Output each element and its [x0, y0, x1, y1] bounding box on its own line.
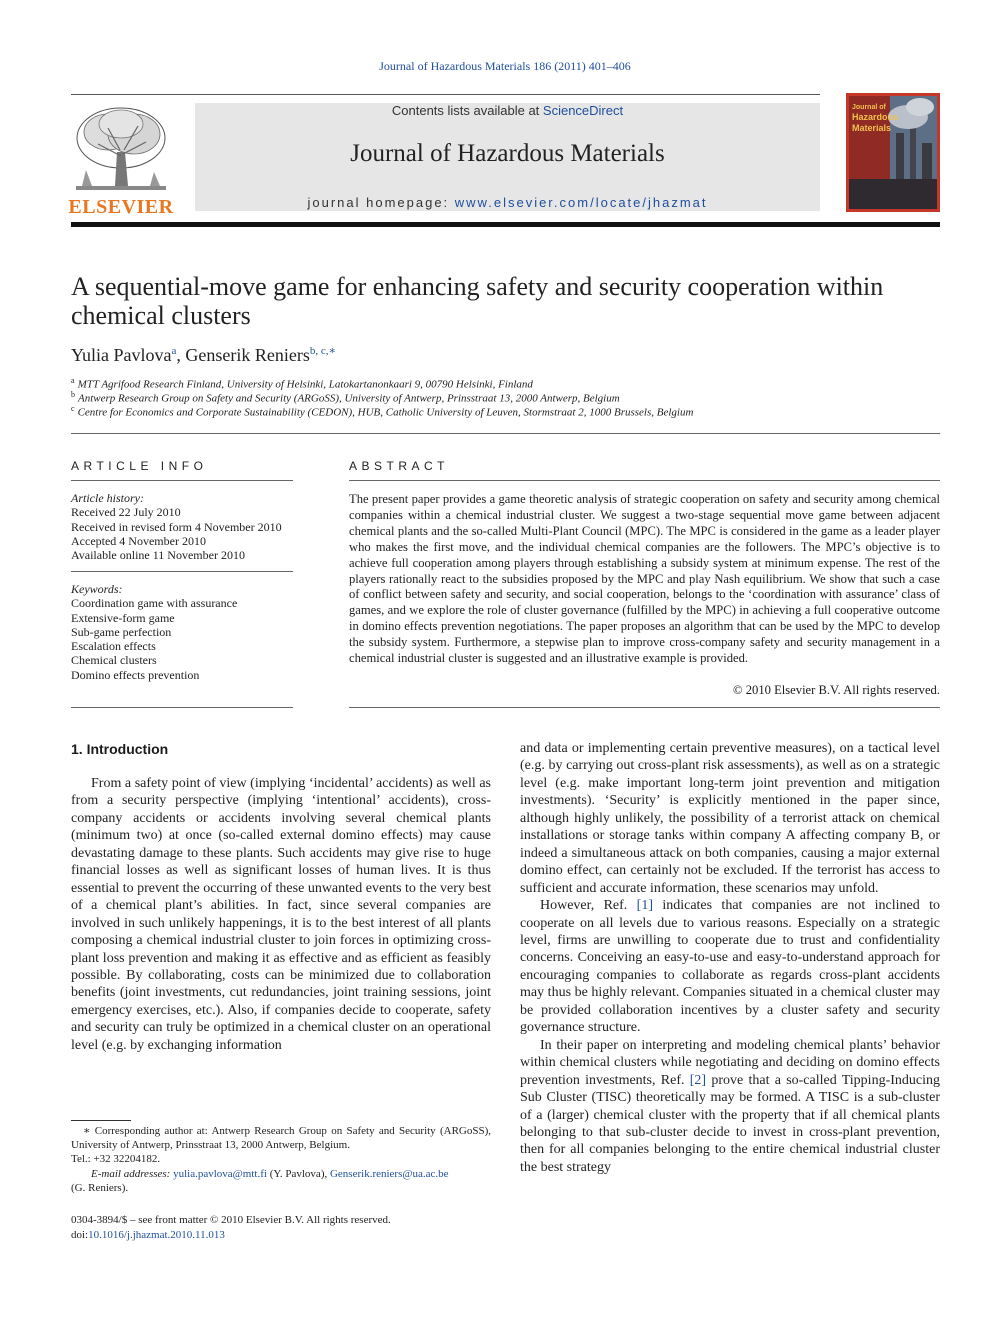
- article-title: A sequential-move game for enhancing safety and security cooperation within chemical clusters: [71, 272, 884, 330]
- keyword-item: Escalation effects: [71, 639, 156, 654]
- author-name[interactable]: Yulia Pavlova: [71, 345, 172, 365]
- author-list: Yulia Pavlova$^a$, Genserik Reniers$^{b, c,∗}$: [71, 345, 336, 365]
- affiliation-marker: b: [71, 390, 75, 399]
- affiliation-b: [71, 390, 620, 405]
- article-history: [71, 491, 301, 562]
- reference-link[interactable]: [1]: [636, 898, 653, 914]
- keyword-item: Chemical clusters: [71, 653, 157, 668]
- footnote-rule: [71, 1120, 131, 1121]
- affiliation-text: MTT Agrifood Research Finland, University of Helsinki, Latokartanonkaari 9, 00790 Helsinki, Finland: [77, 378, 533, 391]
- body-paragraph: and data or implementing certain preventive measures), on a tactical level (e.g. by carrying out cross-plant risk assessments), as well as on a strategic level (e.g. make important long-term joint prevention and mitigation investments). ‘Security’ is explicitly mentioned in the paper since, although highly unlikely, the possibility of a terrorist attack on chemical installations or storage tanks within company A affecting company B, or indeed a simultaneous attack on both companies, causing a major external domino effect, can certainly not be excluded. If the terrorist has access to sufficient and accurate information, these scenarios may unfold.: [520, 741, 940, 896]
- keywords-label: Keywords:: [71, 582, 123, 596]
- contents-line: [195, 103, 820, 118]
- body-paragraph: [520, 1037, 940, 1177]
- header-top-rule: [71, 94, 820, 95]
- body-paragraph: From a safety point of view (implying ‘incidental’ accidents) as well as from a security perspective (implying ‘intentional’ accidents), cross-company accidents or accidents involving several chemical plants (minimum two) at once (so-called external domino effects) may cause devastating damage to these plants. Such accidents may give rise to huge financial losses as well as significant losses of human lives. It is thus essential to prevent the occurring of these unwanted events to the very best of a chemical plant’s abilities. In fact, since several companies are involved in such unlikely happenings, it is to the best interest of all plants composing a chemical industrial cluster to join forces in optimizing cross-plant loss prevention and making it as effective and as efficient as feasibly possible. By collaborating, costs can be minimized due to collaboration benefits (joint investments, cut redundancies, joint training sessions, joint emergency exercises, etc.). Also, if companies decide to cooperate, safety and security can truly be optimized in a chemical cluster on an operational level (e.g. by exchanging information: [71, 776, 491, 1053]
- divider: [71, 571, 293, 572]
- svg-text:Hazardous: Hazardous: [852, 112, 899, 122]
- svg-text:Journal of: Journal of: [852, 104, 886, 111]
- homepage-link[interactable]: www.elsevier.com/locate/jhazmat: [454, 195, 708, 210]
- issn-block: [71, 1213, 391, 1243]
- paragraph-text: indicates that companies are not inclined to cooperate on all levels due to various reasons. Especially on a strategic level, firms are unwilling to cooperate due to trust and confidentiality concerns. Conceiving an easy-to-use and easy-to-understand approach for encouraging companies to collaborate as regards cross-plant accidents may thus be highly relevant. Companies situated in a chemical cluster may be provided collaboration incentives by a cluster safety and security governance structure.: [520, 898, 940, 1036]
- reference-link[interactable]: [2]: [689, 1072, 707, 1088]
- keyword-item: Extensive-form game: [71, 610, 175, 625]
- issn-line: 0304-3894/$ – see front matter © 2010 Elsevier B.V. All rights reserved.: [71, 1214, 391, 1226]
- affiliation-marker: c: [71, 404, 75, 413]
- doi-label: doi:: [71, 1228, 89, 1241]
- keyword-item: Sub-game perfection: [71, 624, 172, 639]
- paragraph-text: However, Ref.: [540, 898, 637, 914]
- doi-line: [71, 1228, 391, 1243]
- journal-homepage-line: [195, 195, 820, 210]
- abstract-copyright: © 2010 Elsevier B.V. All rights reserved.: [733, 683, 940, 697]
- affiliation-a: [71, 376, 533, 391]
- body-right-column: [520, 740, 940, 1176]
- author-name[interactable]: Genserik Reniers: [185, 345, 310, 365]
- abstract-heading: ABSTRACT: [349, 459, 450, 473]
- history-item: Received in revised form 4 November 2010: [71, 519, 282, 534]
- keywords-block: [71, 582, 301, 682]
- corresponding-author-note: ∗ Corresponding author at: Antwerp Research Group on Safety and Security (ARGoSS), University of Antwerp, Prinsstraat 13, 2000 Antwerp, Belgium.: [71, 1125, 491, 1152]
- divider: [71, 707, 293, 708]
- contents-prefix: Contents lists available at: [391, 103, 543, 118]
- keyword-item: Coordination game with assurance: [71, 596, 238, 611]
- affiliation-marker: a: [71, 376, 75, 385]
- body-paragraph: [520, 897, 940, 1037]
- homepage-prefix: journal homepage:: [307, 195, 455, 210]
- author-affiliation-marker[interactable]: b, c,∗: [309, 345, 336, 357]
- paragraph-text: prove that a so-called Tipping-Inducing Sub Cluster (TISC) theoretically may be formed. A TISC is a sub-cluster of a (larger) chemical cluster with the property that if all chemical plants belonging to that sub-cluster decide to invest in cross-plant prevention, then for all companies belonging to the entire chemical industrial cluster the best strategy: [520, 1072, 940, 1175]
- email-link[interactable]: yulia.pavlova@mtt.fi: [173, 1167, 267, 1180]
- journal-title: Journal of Hazardous Materials: [350, 140, 665, 167]
- history-item: Received 22 July 2010: [71, 505, 181, 520]
- journal-reference[interactable]: Journal of Hazardous Materials 186 (2011) 401–406: [379, 59, 631, 73]
- history-item: Available online 11 November 2010: [71, 548, 245, 563]
- divider: [349, 480, 940, 481]
- abstract-text: The present paper provides a game theoretic analysis of strategic cooperation on safety and security among chemical companies within a chemical industrial cluster. We suggest a two-stage sequential move game between adjacent chemical plants and the so-called Multi-Plant Council (MPC). The MPC is considered in the game as a leader player who makes the first move, and the individual chemical companies are the followers. The MPC’s objective is to achieve full cooperation among players through establishing a subsidy system at minimum expense. The rest of the players rationally react to the subsidies proposed by the MPC and play Nash equilibrium. We show that such a case of conflict between safety and security, and social cooperation, belongs to the ‘coordination with assurance’ class of games, and we explore the role of cluster governance (fulfilled by the MPC) in achieving a full cooperative outcome in domino effects prevention negotiations. The paper proposes an algorithm that can be used by the MPC to develop the subsidy system. Furthermore, a stepwise plan to improve cross-company safety and security management in a chemical industrial cluster is suggested and an illustrative example is provided.: [349, 492, 940, 666]
- affiliation-text: Centre for Economics and Corporate Sustainability (CEDON), HUB, Catholic University of Leuven, Stormstraat 2, 1000 Brussels, Belgium: [77, 406, 694, 419]
- body-left-column: [71, 775, 491, 1054]
- history-label: Article history:: [71, 491, 144, 505]
- email-owner: (Y. Pavlova),: [266, 1167, 330, 1180]
- svg-text:Materials: Materials: [852, 123, 892, 133]
- sciencedirect-link[interactable]: ScienceDirect: [542, 103, 624, 118]
- author-affiliation-marker[interactable]: a: [171, 345, 177, 357]
- journal-cover-image[interactable]: [846, 93, 940, 212]
- affiliation-text: Antwerp Research Group on Safety and Security (ARGoSS), University of Antwerp, Prinsstraat 13, 2000 Antwerp, Belgium: [78, 392, 620, 405]
- telephone-note: Tel.: +32 32204182.: [71, 1153, 161, 1166]
- footnote: [71, 1124, 491, 1195]
- history-item: Accepted 4 November 2010: [71, 533, 206, 548]
- paragraph-text: In their paper on interpreting and modeling chemical plants’ behavior within chemical clusters while negotiating and deciding on domino effects prevention investments, Ref.: [520, 1037, 940, 1088]
- divider: [71, 433, 940, 434]
- doi-link[interactable]: 10.1016/j.jhazmat.2010.11.013: [88, 1228, 225, 1241]
- header-thick-rule: [71, 222, 940, 227]
- elsevier-wordmark: ELSEVIER: [68, 196, 174, 218]
- divider: [349, 707, 940, 708]
- divider: [71, 480, 293, 481]
- email-link[interactable]: Genserik.reniers@ua.ac.be: [329, 1167, 449, 1180]
- email-owner: (G. Reniers).: [71, 1181, 129, 1194]
- email-note: [71, 1167, 491, 1181]
- keyword-item: Domino effects prevention: [71, 667, 200, 682]
- section-heading-introduction: 1. Introduction: [71, 741, 169, 757]
- affiliation-c: [71, 404, 693, 419]
- email-label: E-mail addresses:: [91, 1167, 171, 1180]
- article-info-heading: ARTICLE INFO: [71, 459, 208, 473]
